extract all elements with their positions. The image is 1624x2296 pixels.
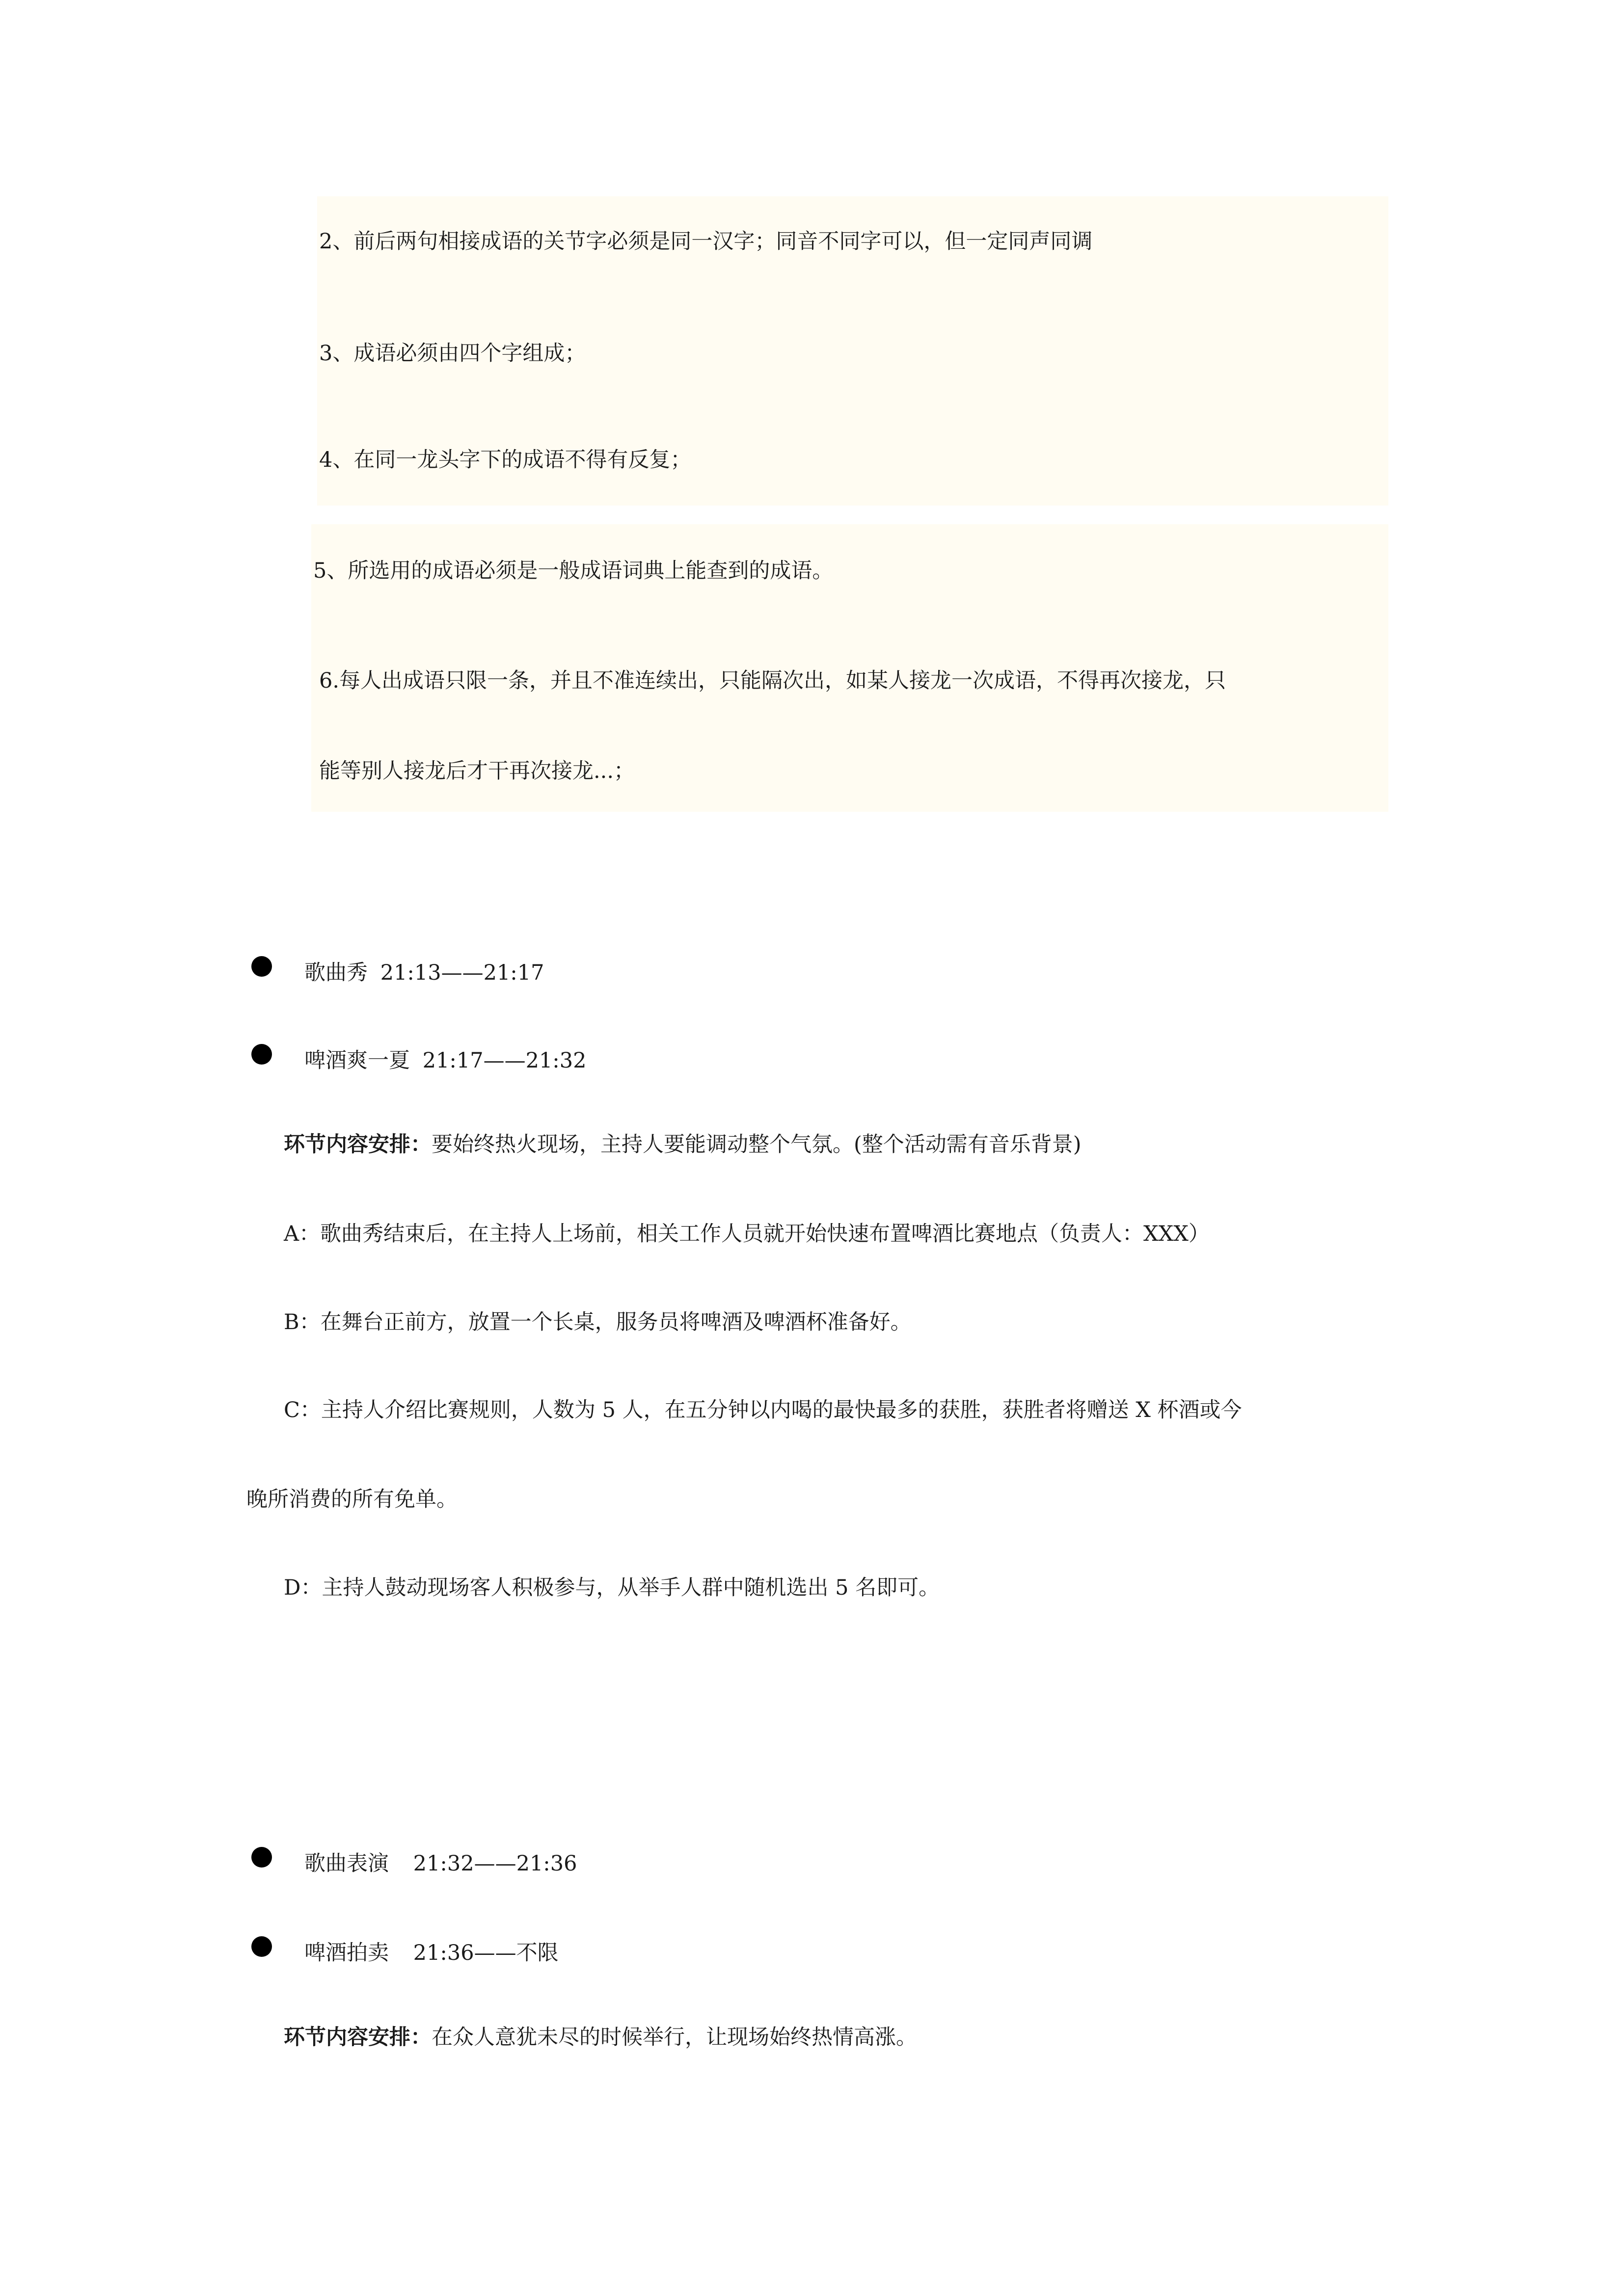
bullet-icon (251, 956, 272, 977)
item-time: 21:32——21:36 (413, 1851, 577, 1876)
arrangement-text: 在众人意犹未尽的时候举行，让现场始终热情高涨。 (432, 2025, 917, 2050)
rule-6-cont: 能等别人接龙后才干再次接龙...； (319, 759, 635, 783)
arrangement-label: 环节内容安排： (284, 2025, 432, 2050)
bullet-icon (251, 1044, 272, 1065)
item-time: 21:17——21:32 (422, 1048, 587, 1073)
schedule-item-song-show (304, 962, 544, 984)
rule-5: 5、所选用的成语必须是一般成语词典上能查到的成语。 (313, 559, 834, 583)
step-d: D：主持人鼓动现场客人积极参与，从举手人群中随机选出 5 名即可。 (284, 1575, 940, 1600)
item-title: 啤酒爽一夏 (304, 1048, 410, 1073)
item-title: 啤酒拍卖 (304, 1941, 389, 1965)
item-time: 21:36——不限 (413, 1941, 559, 1965)
step-b: B：在舞台正前方，放置一个长桌，服务员将啤酒及啤酒杯准备好。 (284, 1310, 912, 1335)
arrangement-text: 要始终热火现场，主持人要能调动整个气氛。(整个活动需有音乐背景) (432, 1132, 1082, 1157)
arrangement-2 (284, 2027, 917, 2048)
rule-6: 6.每人出成语只限一条，并且不准连续出，只能隔次出，如某人接龙一次成语，不得再次接龙，只 (319, 668, 1226, 693)
bullet-icon (251, 1847, 272, 1868)
bullet-icon (251, 1936, 272, 1957)
rule-2: 2、前后两句相接成语的关节字必须是同一汉字；同音不同字可以，但一定同声同调 (319, 229, 1093, 254)
item-time: 21:13——21:17 (380, 961, 544, 985)
rule-4: 4、在同一龙头字下的成语不得有反复； (319, 448, 692, 472)
step-a: A：歌曲秀结束后，在主持人上场前，相关工作人员就开始快速布置啤酒比赛地点（负责人：XXX） (284, 1222, 1210, 1246)
item-title: 歌曲表演 (304, 1851, 389, 1876)
rule-3: 3、成语必须由四个字组成； (319, 341, 586, 366)
schedule-item-beer-auction (304, 1943, 559, 1964)
schedule-item-song-performance (304, 1853, 577, 1874)
step-c-cont: 晚所消费的所有免单。 (246, 1487, 458, 1512)
step-c: C：主持人介绍比赛规则，人数为 5 人，在五分钟以内喝的最快最多的获胜，获胜者将赠送 X 杯酒或今 (284, 1398, 1242, 1422)
item-title: 歌曲秀 (304, 961, 368, 985)
schedule-item-beer-summer (304, 1050, 587, 1071)
arrangement-label: 环节内容安排： (284, 1132, 432, 1157)
arrangement-1 (284, 1134, 1082, 1155)
